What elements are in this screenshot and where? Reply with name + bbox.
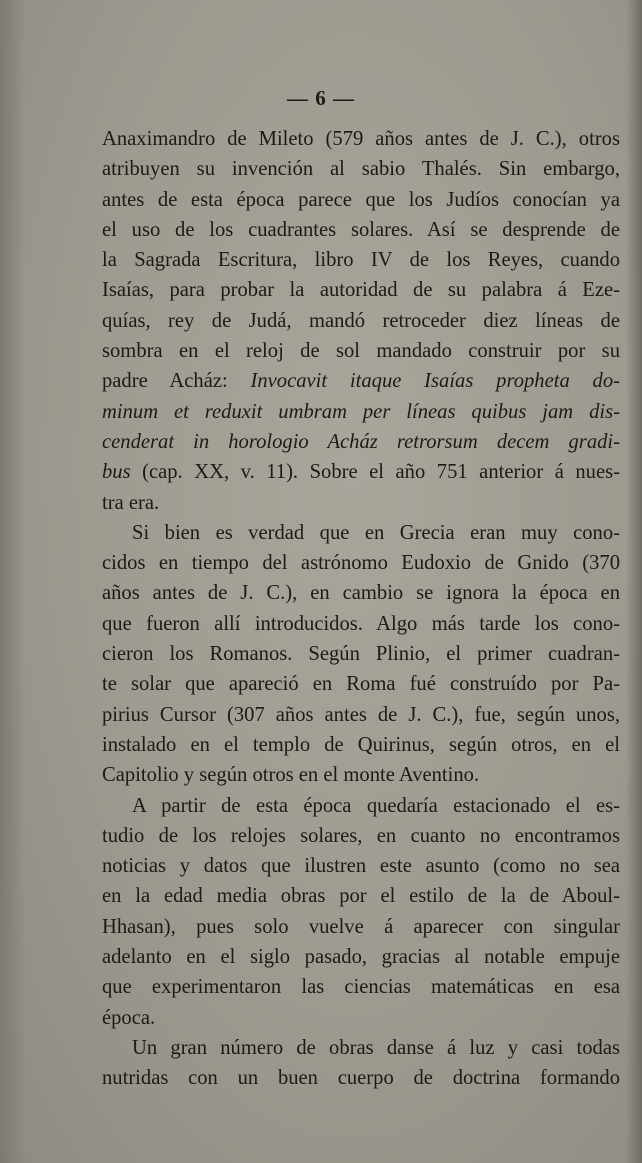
text-line: que fueron allí introducidos. Algo más tarde los cono- [102,612,620,635]
text-line: época. [102,1006,156,1029]
text-line: que experimentaron las ciencias matemáticas en esa [102,976,620,999]
text-line: tudio de los relojes solares, en cuanto no encontramos [102,824,620,847]
text-line: Un gran número de obras danse á luz y casi todas [132,1036,620,1059]
text-line: A partir de esta época quedaría estacionado el es- [132,794,620,817]
text-line: antes de esta época parece que los Judíos conocían ya [102,188,620,211]
text-line: te solar que apareció en Roma fué construído por Pa- [102,673,620,696]
body-text [102,124,620,1094]
text-line: la Sagrada Escritura, libro IV de los Reyes, cuando [102,249,620,272]
text-line: noticias y datos que ilustren este asunto (como no sea [102,855,620,878]
text-line [102,366,620,396]
paragraph-2 [102,518,620,791]
text-line: cidos en tiempo del astrónomo Eudoxio de Gnido (370 [102,552,620,575]
text-line: instalado en el templo de Quirinus, según otros, en el [102,733,620,756]
text-line [102,457,620,487]
text-line: adelanto en el siglo pasado, gracias al notable empuje [102,946,620,969]
text-line: Hhasan), pues solo vuelve á aparecer con singular [102,915,620,938]
text-line: atribuyen su invención al sabio Thalés. Sin embargo, [102,158,620,181]
text-line: quías, rey de Judá, mandó retroceder diez líneas de [102,309,620,332]
text-run: (cap. XX, v. 11). Sobre el año 751 anterior á nues- [130,461,620,484]
text-line: el uso de los cuadrantes solares. Así se desprende de [102,218,620,241]
text-line: nutridas con un buen cuerpo de doctrina formando [102,1067,620,1090]
text-run: padre Acház: [102,370,251,393]
paragraph-4 [102,1033,620,1094]
page-number: — 6 — [287,86,355,110]
text-line: Isaías, para probar la autoridad de su palabra á Eze- [102,279,620,302]
text-line: sombra en el reloj de sol mandado construir por su [102,340,620,363]
text-line: años antes de J. C.), en cambio se ignora la época en [102,582,620,605]
text-line: Capitolio y según otros en el monte Aventino. [102,764,480,787]
text-line: tra era. [102,491,160,514]
paragraph-1 [102,124,620,518]
text-line: cieron los Romanos. Según Plinio, el primer cuadran- [102,643,620,666]
text-line: Si bien es verdad que en Grecia eran muy cono- [132,521,620,544]
text-line: pirius Cursor (307 años antes de J. C.), fue, según unos, [102,703,620,726]
latin-quote-line: minum et reduxit umbram per líneas quibus jam dis- [102,400,620,423]
latin-quote: bus [102,461,131,484]
text-line: en la edad media obras por el estilo de la de Aboul- [102,885,620,908]
text-line: Anaximandro de Mileto (579 años antes de J. C.), otros [102,128,620,150]
paragraph-3 [102,791,620,1033]
latin-quote-line: cenderat in horologio Acház retrorsum decem gradi- [102,430,620,453]
latin-quote: Invocavit itaque Isaías propheta do- [250,370,620,393]
